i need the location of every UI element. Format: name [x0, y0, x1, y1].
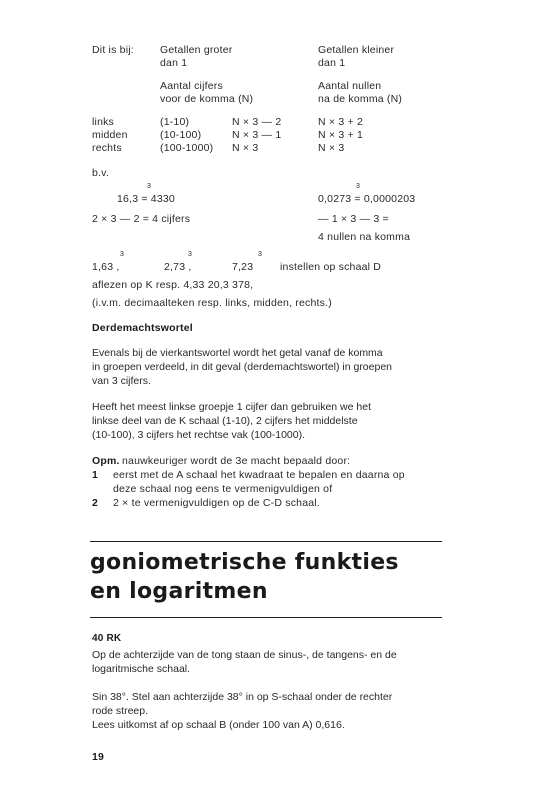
rk-label: 40 RK [92, 633, 122, 644]
right-example-expression: 0,0273 = 0,0000203 [318, 193, 416, 205]
cube-note: (i.v.m. decimaalteken resp. links, midden, rechts.) [92, 297, 332, 309]
rk-paragraph-2 [92, 690, 392, 732]
root-index: 3 [147, 183, 151, 190]
section-paragraph-2 [92, 400, 371, 442]
section-heading: Derdemachtswortel [92, 322, 193, 334]
section-paragraph-1 [92, 346, 392, 388]
paragraph-line: in groepen verdeeld, in dit geval (derdemachtswortel) in groepen [92, 361, 393, 373]
remark-text: nauwkeuriger wordt de 3e macht bepaald door: [122, 455, 351, 467]
chapter-bottom-rule [90, 617, 442, 618]
paragraph-line: rode streep. [92, 705, 149, 717]
row-small-formula: N × 3 + 1 [318, 129, 363, 141]
list-item-text: eerst met de A schaal het kwadraat te bepalen en daarna op [113, 469, 405, 481]
col-a-heading-1: Getallen groter [160, 44, 233, 56]
col-b-subheading-2: na de komma (N) [318, 93, 403, 105]
row-big-formula: N × 3 [232, 142, 259, 154]
row-position: midden [92, 129, 128, 141]
col-b-heading-2: dan 1 [318, 57, 346, 69]
right-example-calculation: — 1 × 3 — 3 = [318, 213, 389, 225]
paragraph-line: van 3 cijfers. [92, 375, 151, 387]
col-b-heading-1: Getallen kleiner [318, 44, 395, 56]
chapter-title-line-2: en logaritmen [90, 579, 268, 604]
col-b-subheading-1: Aantal nullen [318, 80, 382, 92]
row-range: (1-10) [160, 116, 190, 128]
col-a-heading-2: dan 1 [160, 57, 188, 69]
example-label: b.v. [92, 167, 109, 179]
paragraph-line: linkse deel van de K schaal (1-10), 2 cijfers het middelste [92, 415, 358, 427]
list-item-text-continued: deze schaal nog eens te vermenigvuldigen of [113, 483, 333, 495]
paragraph-line: Op de achterzijde van de tong staan de sinus-, de tangens- en de [92, 649, 397, 661]
paragraph-line: (10-100), 3 cijfers het rechtse vak (100-1000). [92, 429, 306, 441]
row-big-formula: N × 3 — 1 [232, 129, 282, 141]
left-example-calculation: 2 × 3 — 2 = 4 cijfers [92, 213, 191, 225]
cube-value-3: 7,23 [232, 261, 254, 273]
list-item-number: 1 [92, 469, 99, 481]
row-small-formula: N × 3 [318, 142, 345, 154]
row-big-formula: N × 3 — 2 [232, 116, 282, 128]
intro-label: Dit is bij: [92, 44, 134, 56]
col-a-subheading-2: voor de komma (N) [160, 93, 254, 105]
row-small-formula: N × 3 + 2 [318, 116, 363, 128]
cube-value-2: 2,73 , [164, 261, 192, 273]
cube-instruction: instellen op schaal D [280, 261, 382, 273]
paragraph-line: Evenals bij de vierkantswortel wordt het getal vanaf de komma [92, 347, 383, 359]
chapter-title-line-1: goniometrische funkties [90, 550, 399, 575]
cube-readout: aflezen op K resp. 4,33 20,3 378, [92, 279, 254, 291]
row-range: (10-100) [160, 129, 202, 141]
remark-label: Opm. [92, 455, 120, 467]
root-index: 3 [120, 251, 124, 258]
row-position: rechts [92, 142, 122, 154]
right-example-result: 4 nullen na komma [318, 231, 411, 243]
page-number: 19 [92, 751, 105, 763]
root-index: 3 [258, 251, 262, 258]
col-a-subheading-1: Aantal cijfers [160, 80, 223, 92]
row-position: links [92, 116, 115, 128]
row-range: (100-1000) [160, 142, 214, 154]
paragraph-line: Heeft het meest linkse groepje 1 cijfer dan gebruiken we het [92, 401, 371, 413]
list-item-number: 2 [92, 497, 99, 509]
root-index: 3 [356, 183, 360, 190]
left-example-expression: 16,3 = 4330 [117, 193, 175, 205]
paragraph-line: Lees uitkomst af op schaal B (onder 100 van A) 0,616. [92, 719, 345, 731]
list-item-text: 2 × te vermenigvuldigen op de C-D schaal. [113, 497, 320, 509]
rk-paragraph-1 [92, 648, 397, 676]
chapter-top-rule [90, 541, 442, 542]
paragraph-line: Sin 38°. Stel aan achterzijde 38° in op S-schaal onder de rechter [92, 691, 393, 703]
cube-value-1: 1,63 , [92, 261, 120, 273]
root-index: 3 [188, 251, 192, 258]
paragraph-line: logaritmische schaal. [92, 663, 191, 675]
